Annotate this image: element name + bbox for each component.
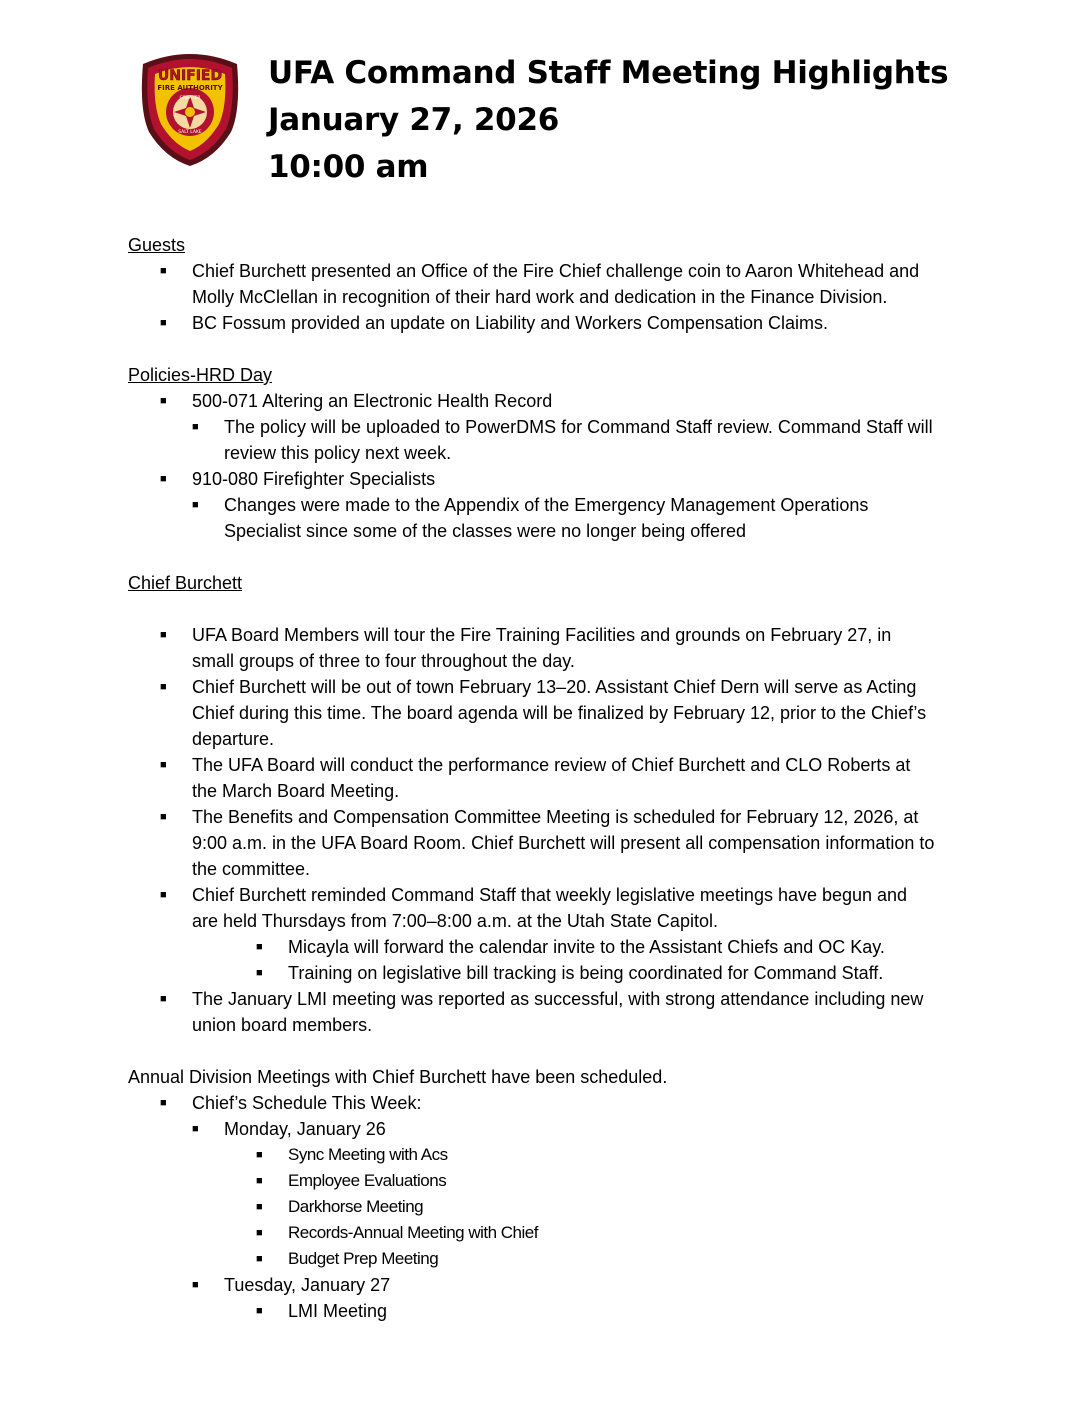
list-item: ■ The Benefits and Compensation Committee Meeting is scheduled for February 12, 2026, at 9:00 a.m. in the UFA Board Room. Chief Burchett will present all compensation information to the committee. [128,804,938,882]
list-item: ■ UFA Board Members will tour the Fire Training Facilities and grounds on February 27, in small groups of three to four throughout the day. [128,622,938,674]
svg-text:FIRE AUTHORITY: FIRE AUTHORITY [157,84,223,92]
schedule-entry: ■ Sync Meeting with Acs [128,1142,938,1168]
svg-text:GREATER: GREATER [179,96,201,101]
schedule-entry: ■ Employee Evaluations [128,1168,938,1194]
bullet-square-icon: ■ [256,1175,263,1187]
ufa-badge-logo [135,50,245,168]
list-item: ■ 500-071 Altering an Electronic Health Record [128,388,938,414]
bullet-square-icon: ■ [256,1201,263,1213]
title-block [268,50,948,191]
section-policies [128,362,938,544]
bullet-square-icon: ■ [160,759,167,771]
annual-meetings-intro: Annual Division Meetings with Chief Burchett have been scheduled. [128,1067,668,1087]
section-annual-meetings [128,1064,938,1324]
bullet-square-icon: ■ [256,941,263,953]
bullet-square-icon: ■ [256,967,263,979]
meeting-time: 10:00 am [268,149,429,185]
schedule-entry: ■ Records-Annual Meeting with Chief [128,1220,938,1246]
bullet-square-icon: ■ [192,499,199,511]
list-item: ■ Chief Burchett reminded Command Staff that weekly legislative meetings have begun and are held Thursdays from 7:00–8:00 a.m. at the Utah State Capitol. [128,882,938,934]
bullet-square-icon: ■ [160,395,167,407]
bullet-square-icon: ■ [256,1253,263,1265]
bullet-square-icon: ■ [160,473,167,485]
bullet-square-icon: ■ [192,1279,199,1291]
section-chief-burchett [128,570,938,1038]
section-heading-policies: Policies-HRD Day [128,365,273,385]
bullet-square-icon: ■ [192,421,199,433]
bullet-square-icon: ■ [256,1149,263,1161]
sub-list-item: ■ Changes were made to the Appendix of the Emergency Management Operations Specialist since some of the classes were no longer being offered [128,492,938,544]
list-item: ■ Chief Burchett will be out of town February 13–20. Assistant Chief Dern will serve as Acting Chief during this time. The board agenda will be finalized by February 12, prior to the Chief’s departure. [128,674,938,752]
bullet-square-icon: ■ [256,1227,263,1239]
schedule-entry: ■ Darkhorse Meeting [128,1194,938,1220]
bullet-square-icon: ■ [160,1097,167,1109]
list-item: ■ Chief Burchett presented an Office of the Fire Chief challenge coin to Aaron Whitehead and Molly McClellan in recognition of their hard work and dedication in the Finance Division. [128,258,938,310]
bullet-square-icon: ■ [160,811,167,823]
svg-text:SALT LAKE: SALT LAKE [178,130,202,135]
chief-list [128,622,938,1038]
bullet-square-icon: ■ [160,265,167,277]
section-heading-guests: Guests [128,235,186,255]
document-title: UFA Command Staff Meeting Highlights [268,55,949,91]
bullet-square-icon: ■ [160,889,167,901]
guests-list [128,258,938,336]
bullet-square-icon: ■ [160,993,167,1005]
list-item: ■ 910-080 Firefighter Specialists [128,466,938,492]
sub-list-item: ■ The policy will be uploaded to PowerDMS for Command Staff review. Command Staff will review this policy next week. [128,414,938,466]
bullet-square-icon: ■ [160,629,167,641]
list-item: ■ BC Fossum provided an update on Liability and Workers Compensation Claims. [128,310,938,336]
section-guests [128,232,938,336]
bullet-square-icon: ■ [160,681,167,693]
schedule-entry: ■ Budget Prep Meeting [128,1246,938,1272]
schedule-day: ■ Tuesday, January 27 [128,1272,938,1298]
meeting-date: January 27, 2026 [268,102,559,138]
section-heading-chief-burchett: Chief Burchett [128,573,243,593]
sub-list-item: ■ Micayla will forward the calendar invite to the Assistant Chiefs and OC Kay. [128,934,938,960]
schedule-entry: ■ LMI Meeting [128,1298,938,1324]
document-body [128,232,938,1324]
sub-list-item: ■ Training on legislative bill tracking is being coordinated for Command Staff. [128,960,938,986]
svg-text:UNIFIED: UNIFIED [157,68,223,84]
list-item: ■ Chief’s Schedule This Week: [128,1090,938,1116]
bullet-square-icon: ■ [192,1123,199,1135]
bullet-square-icon: ■ [160,317,167,329]
policies-list [128,388,938,544]
schedule-list [128,1090,938,1324]
schedule-day: ■ Monday, January 26 [128,1116,938,1142]
list-item: ■ The January LMI meeting was reported as successful, with strong attendance including new union board members. [128,986,938,1038]
bullet-square-icon: ■ [256,1305,263,1317]
list-item: ■ The UFA Board will conduct the performance review of Chief Burchett and CLO Roberts at the March Board Meeting. [128,752,938,804]
